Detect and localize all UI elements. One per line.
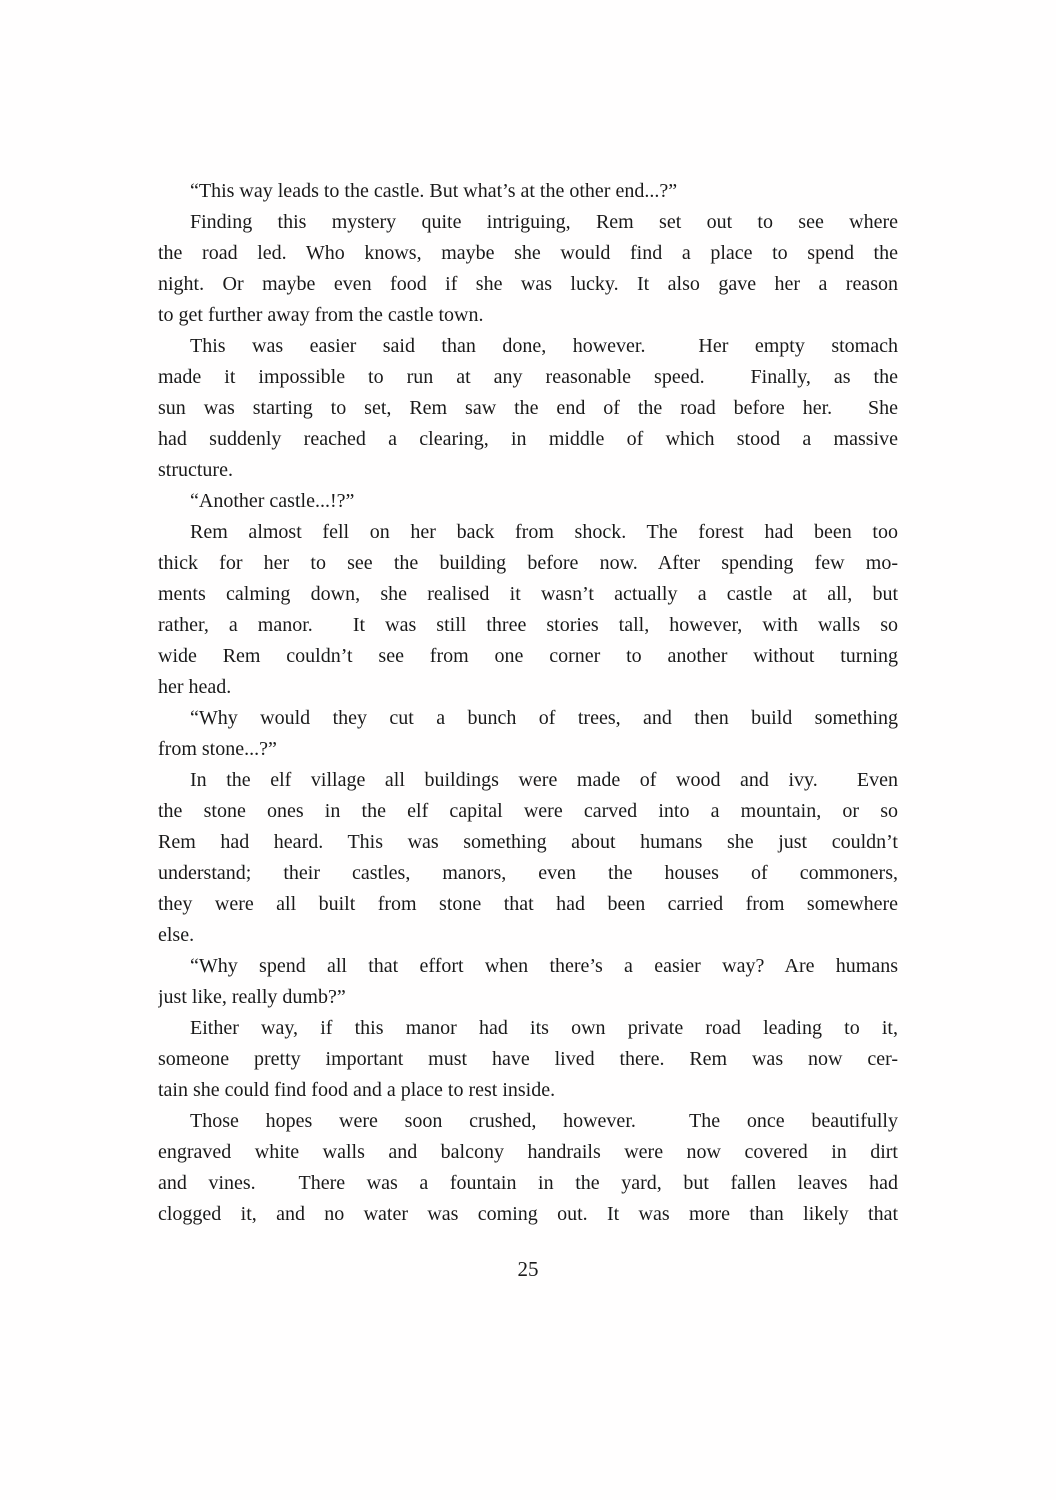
text-line: they were all built from stone that had been carried from somewhere bbox=[158, 893, 898, 915]
text-line: the road led. Who knows, maybe she would find a place to spend the bbox=[158, 242, 898, 264]
paragraph bbox=[158, 951, 898, 1013]
text-line: the stone ones in the elf capital were carved into a mountain, or so bbox=[158, 800, 898, 822]
text-line: structure. bbox=[158, 459, 233, 481]
paragraph bbox=[158, 703, 898, 765]
text-line: tain she could find food and a place to rest inside. bbox=[158, 1079, 556, 1101]
text-line: had suddenly reached a clearing, in middle of which stood a massive bbox=[158, 428, 898, 450]
text-line: Those hopes were soon crushed, however. The once beautifully bbox=[190, 1110, 898, 1132]
text-line: her head. bbox=[158, 676, 232, 698]
text-line: and vines. There was a fountain in the yard, but fallen leaves had bbox=[158, 1172, 898, 1194]
text-line: thick for her to see the building before now. After spending few mo- bbox=[158, 552, 898, 574]
text-line: “Why would they cut a bunch of trees, and then build something bbox=[190, 707, 898, 729]
text-line: rather, a manor. It was still three stories tall, however, with walls so bbox=[158, 614, 898, 636]
page-number: 25 bbox=[517, 1257, 539, 1281]
text-line: sun was starting to set, Rem saw the end of the road before her. She bbox=[158, 397, 898, 419]
text-line: Rem almost fell on her back from shock. The forest had been too bbox=[190, 521, 898, 543]
text-line: In the elf village all buildings were made of wood and ivy. Even bbox=[190, 769, 898, 791]
paragraph bbox=[158, 486, 898, 517]
text-line: Either way, if this manor had its own private road leading to it, bbox=[190, 1017, 898, 1039]
text-line: Finding this mystery quite intriguing, Rem set out to see where bbox=[190, 211, 898, 233]
paragraph bbox=[158, 1106, 898, 1230]
paragraph bbox=[158, 331, 898, 486]
text-line: wide Rem couldn’t see from one corner to another without turning bbox=[158, 645, 898, 667]
text-line: to get further away from the castle town. bbox=[158, 304, 484, 326]
text-line: This was easier said than done, however. Her empty stomach bbox=[190, 335, 898, 357]
text-line: “This way leads to the castle. But what’s at the other end...?” bbox=[190, 180, 678, 202]
text-line: just like, really dumb?” bbox=[158, 986, 346, 1008]
paragraph bbox=[158, 176, 898, 207]
paragraph bbox=[158, 207, 898, 331]
text-line: night. Or maybe even food if she was lucky. It also gave her a reason bbox=[158, 273, 898, 295]
paragraph bbox=[158, 1013, 898, 1106]
text-line: “Why spend all that effort when there’s a easier way? Are humans bbox=[190, 955, 898, 977]
text-line: ments calming down, she realised it wasn’t actually a castle at all, but bbox=[158, 583, 898, 605]
text-line: engraved white walls and balcony handrails were now covered in dirt bbox=[158, 1141, 898, 1163]
text-line: from stone...?” bbox=[158, 738, 277, 760]
text-line: someone pretty important must have lived there. Rem was now cer- bbox=[158, 1048, 898, 1070]
text-line: understand; their castles, manors, even the houses of commoners, bbox=[158, 862, 898, 884]
paragraph bbox=[158, 765, 898, 951]
body-text bbox=[158, 176, 898, 1230]
paragraph bbox=[158, 517, 898, 703]
text-line: clogged it, and no water was coming out. It was more than likely that bbox=[158, 1203, 898, 1225]
text-line: else. bbox=[158, 924, 195, 946]
text-line: made it impossible to run at any reasonable speed. Finally, as the bbox=[158, 366, 898, 388]
text-line: “Another castle...!?” bbox=[190, 490, 355, 512]
text-line: Rem had heard. This was something about humans she just couldn’t bbox=[158, 831, 898, 853]
